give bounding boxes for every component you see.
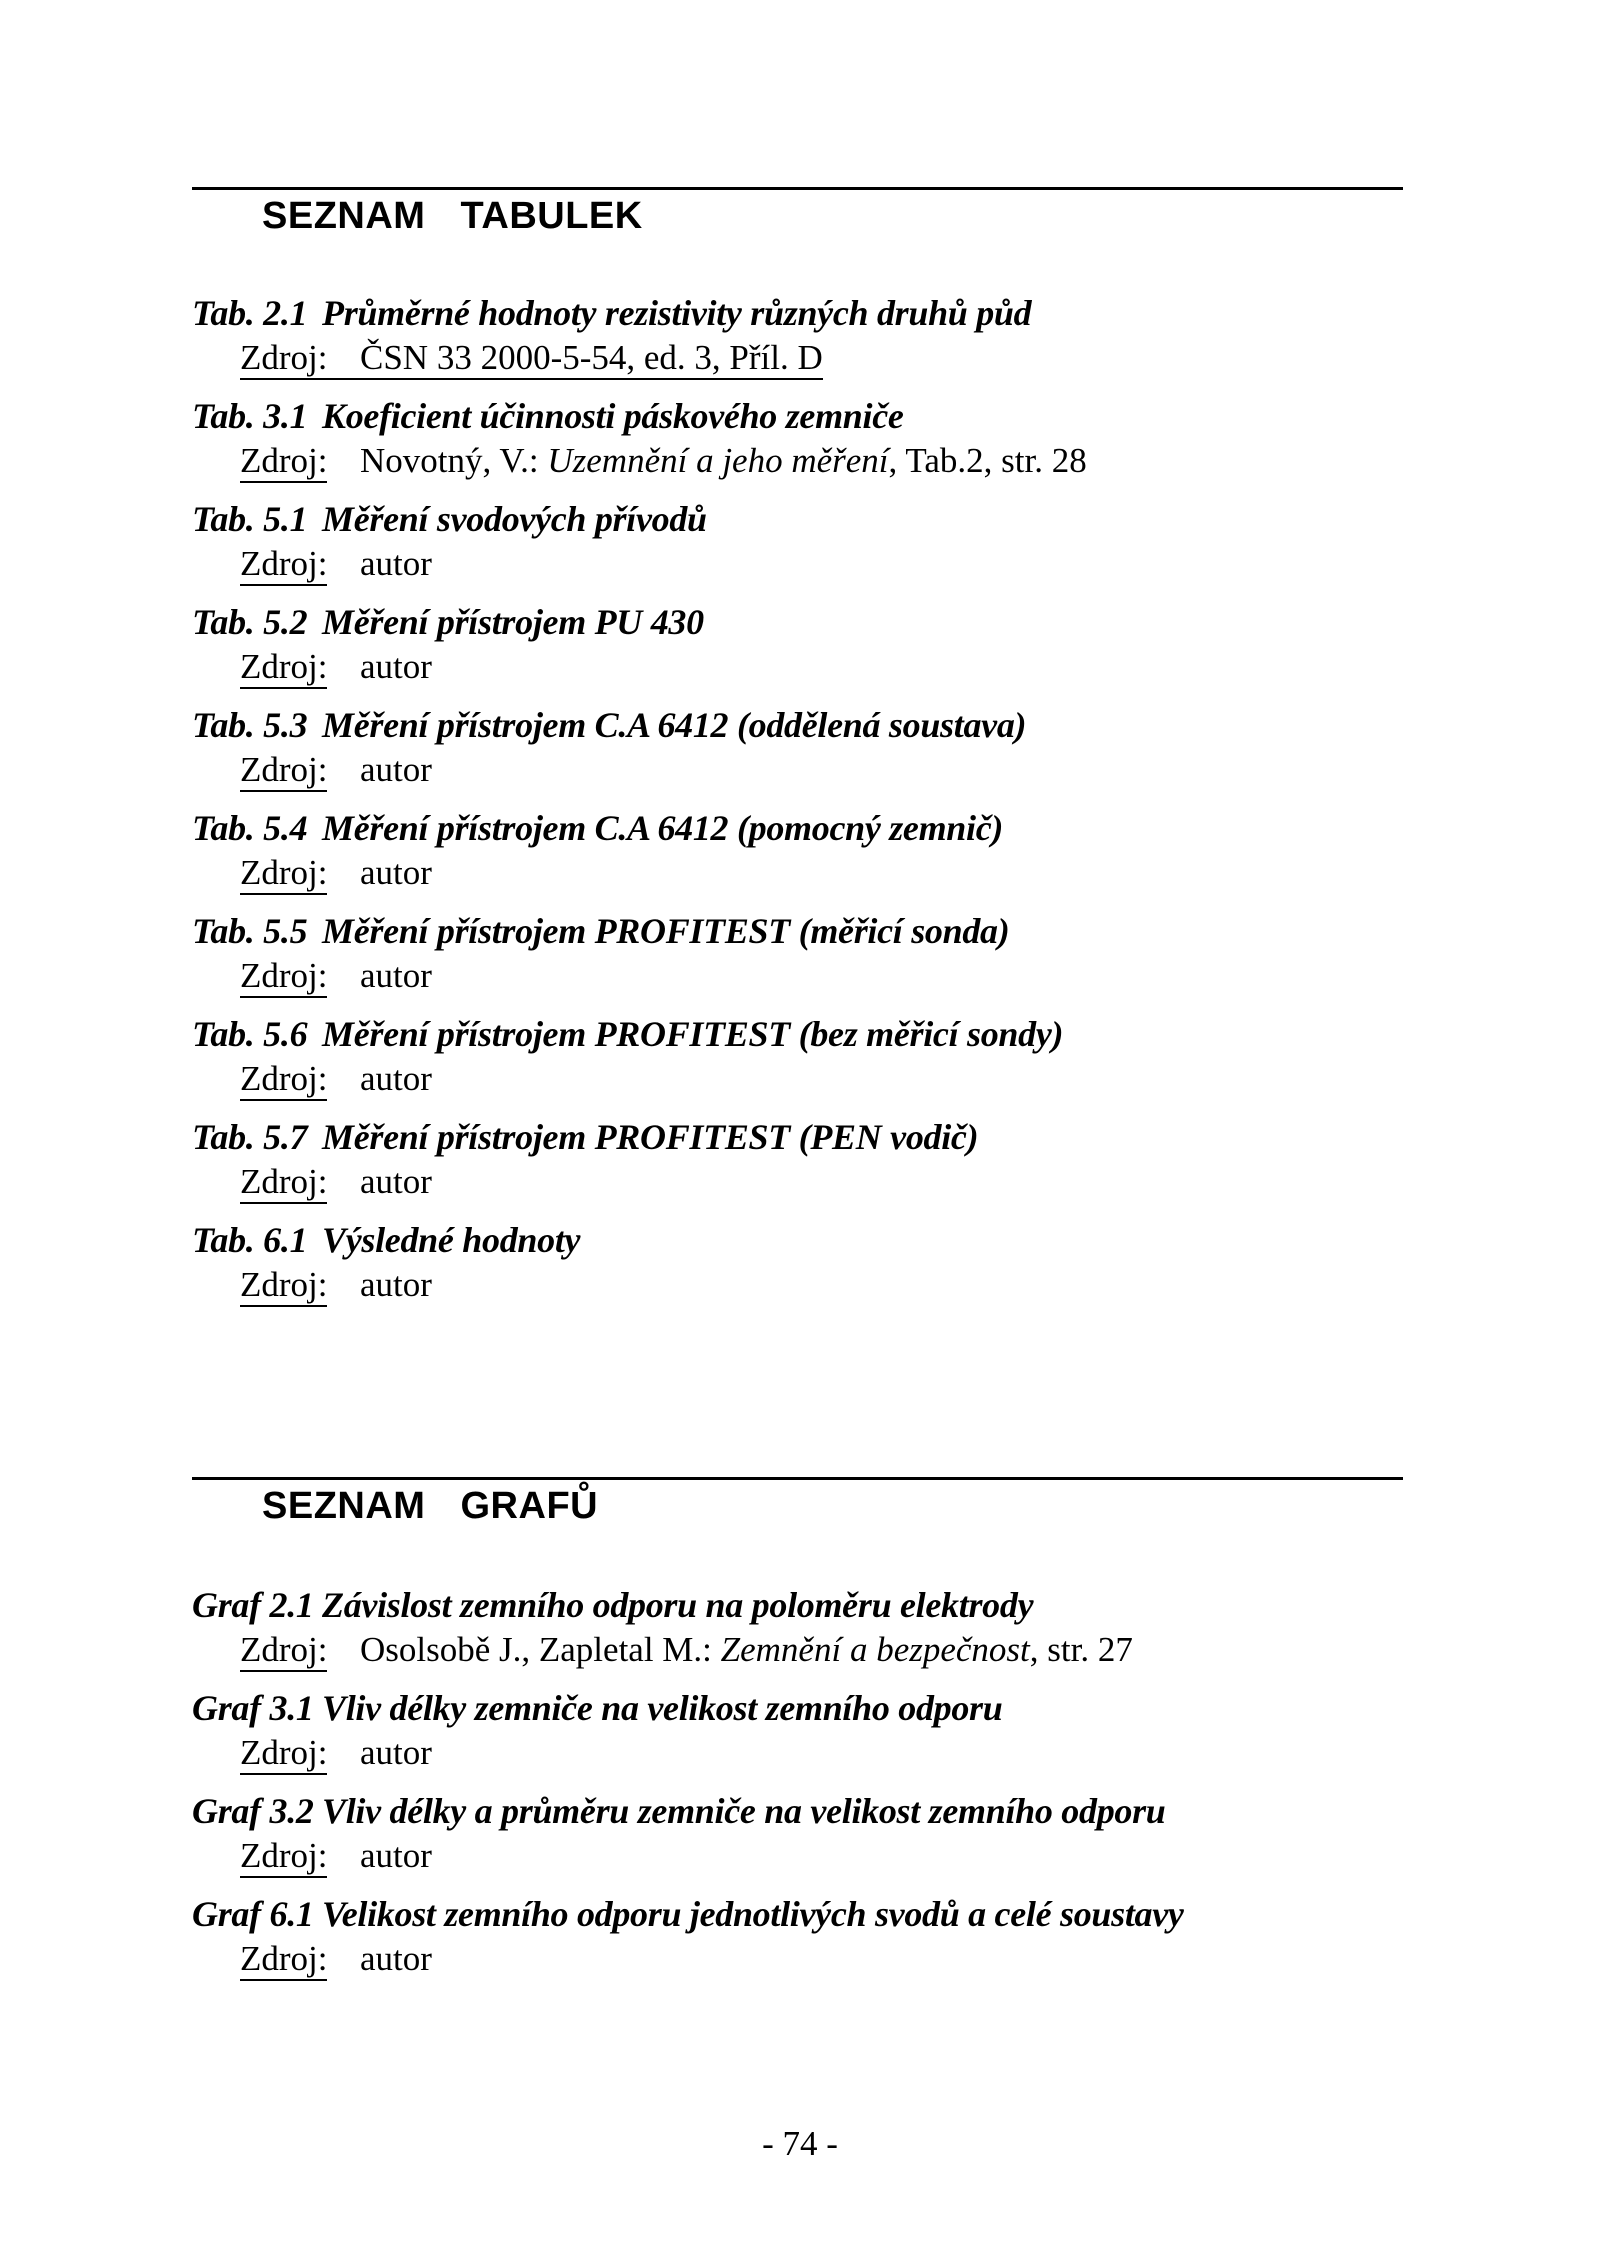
source-text-prefix: autor xyxy=(360,1059,432,1098)
source-text xyxy=(360,1939,432,1978)
source-label-wrap xyxy=(240,954,360,998)
source-text-prefix: autor xyxy=(360,544,432,583)
source-text-suffix: , str. 27 xyxy=(1029,1630,1133,1669)
source-text-prefix: ČSN 33 2000-5-54, ed. 3, Příl. D xyxy=(360,338,823,377)
entry-title-line xyxy=(192,1582,1492,1628)
entry-title: Závislost zemního odporu na poloměru elektrody xyxy=(322,1585,1034,1625)
entry-title: Měření přístrojem PROFITEST (PEN vodič) xyxy=(322,1117,979,1157)
entry-title: Měření přístrojem C.A 6412 (pomocný zemnič) xyxy=(322,808,1004,848)
source-label-wrap xyxy=(240,439,360,483)
source-label-wrap xyxy=(240,1628,360,1672)
source-text-suffix: , Tab.2, str. 28 xyxy=(888,441,1087,480)
entry-source-line xyxy=(192,1731,1492,1775)
entry-title: Průměrné hodnoty rezistivity různých druhů půd xyxy=(322,293,1032,333)
entry-title: Koeficient účinnosti páskového zemniče xyxy=(322,396,904,436)
entry-source-line xyxy=(192,851,1492,895)
source-text xyxy=(360,338,823,377)
entry-number: Tab. 5.3 xyxy=(192,705,308,745)
entry-title: Velikost zemního odporu jednotlivých svodů a celé soustavy xyxy=(322,1894,1184,1934)
toc-entry-tab-3-1 xyxy=(192,393,1492,483)
source-label-wrap xyxy=(240,748,360,792)
tables-section-rule xyxy=(192,187,1403,190)
source-label: Zdroj: xyxy=(240,1733,327,1775)
source-label: Zdroj: xyxy=(240,441,327,483)
entry-number: Tab. 5.5 xyxy=(192,911,308,951)
entry-title-line xyxy=(192,1114,1492,1160)
source-text-prefix: Novotný, V.: xyxy=(360,441,548,480)
entry-title-line xyxy=(192,496,1492,542)
toc-entry-graf-2-1 xyxy=(192,1582,1492,1672)
source-text-prefix: autor xyxy=(360,956,432,995)
entry-source-line xyxy=(192,748,1492,792)
toc-entry-tab-5-6 xyxy=(192,1011,1492,1101)
graphs-entries xyxy=(192,1582,1492,1994)
entry-number: Tab. 3.1 xyxy=(192,396,308,436)
source-text-italic: Uzemnění a jeho měření xyxy=(547,441,889,480)
source-label-wrap xyxy=(240,1057,360,1101)
entry-number: Tab. 5.2 xyxy=(192,602,308,642)
toc-entry-tab-5-2 xyxy=(192,599,1492,689)
entry-number: Tab. 5.1 xyxy=(192,499,308,539)
toc-entry-tab-2-1 xyxy=(192,290,1492,380)
source-text-prefix: autor xyxy=(360,1836,432,1875)
entry-number: Graf 3.1 xyxy=(192,1688,314,1728)
source-text-prefix: autor xyxy=(360,1939,432,1978)
entry-title-line xyxy=(192,290,1492,336)
source-text-prefix: autor xyxy=(360,750,432,789)
source-text xyxy=(360,1059,432,1098)
toc-entry-tab-5-7 xyxy=(192,1114,1492,1204)
toc-entry-graf-3-1 xyxy=(192,1685,1492,1775)
source-label: Zdroj: xyxy=(240,1836,327,1878)
entry-title: Vliv délky zemniče na velikost zemního odporu xyxy=(322,1688,1003,1728)
tables-section-heading: SEZNAM TABULEK xyxy=(262,195,643,237)
source-text xyxy=(360,647,432,686)
entry-title-line xyxy=(192,1788,1492,1834)
entry-number: Tab. 5.4 xyxy=(192,808,308,848)
entry-title-line xyxy=(192,1685,1492,1731)
entry-number: Tab. 2.1 xyxy=(192,293,308,333)
source-underline-wrap xyxy=(240,338,823,380)
entry-number: Tab. 5.6 xyxy=(192,1014,308,1054)
toc-entry-tab-5-4 xyxy=(192,805,1492,895)
entry-source-line xyxy=(192,1057,1492,1101)
entry-title: Měření přístrojem C.A 6412 (oddělená soustava) xyxy=(322,705,1027,745)
entry-title: Měření přístrojem PROFITEST (měřicí sonda) xyxy=(322,911,1010,951)
toc-entry-tab-5-3 xyxy=(192,702,1492,792)
source-label-wrap xyxy=(240,1937,360,1981)
source-text xyxy=(360,1630,1133,1669)
source-text xyxy=(360,1162,432,1201)
entry-title-line xyxy=(192,702,1492,748)
source-label: Zdroj: xyxy=(240,647,327,689)
toc-entry-graf-6-1 xyxy=(192,1891,1492,1981)
source-text xyxy=(360,956,432,995)
source-text-italic: Zemnění a bezpečnost xyxy=(720,1630,1030,1669)
source-text xyxy=(360,750,432,789)
source-label: Zdroj: xyxy=(240,1939,327,1981)
source-label-wrap xyxy=(240,645,360,689)
entry-title: Měření svodových přívodů xyxy=(322,499,707,539)
entry-number: Graf 3.2 xyxy=(192,1791,314,1831)
source-label: Zdroj: xyxy=(240,1059,327,1101)
tables-entries xyxy=(192,290,1492,1320)
source-label-wrap xyxy=(240,851,360,895)
source-label-wrap xyxy=(240,542,360,586)
source-label-wrap xyxy=(240,1160,360,1204)
entry-source-line xyxy=(192,542,1492,586)
entry-number: Graf 6.1 xyxy=(192,1894,314,1934)
source-text-prefix: Osolsobě J., Zapletal M.: xyxy=(360,1630,721,1669)
toc-entry-tab-6-1 xyxy=(192,1217,1492,1307)
entry-source-line xyxy=(192,1834,1492,1878)
source-label: Zdroj: xyxy=(240,1630,327,1672)
entry-source-line xyxy=(192,954,1492,998)
entry-title-line xyxy=(192,393,1492,439)
entry-source-line xyxy=(192,1937,1492,1981)
source-label: Zdroj: xyxy=(240,1265,327,1307)
graphs-section-heading: SEZNAM GRAFŮ xyxy=(262,1485,599,1527)
source-text xyxy=(360,1733,432,1772)
graphs-section-rule xyxy=(192,1477,1403,1480)
source-label: Zdroj: xyxy=(240,750,327,792)
source-label: Zdroj: xyxy=(240,1162,327,1204)
entry-source-line xyxy=(192,336,1492,380)
entry-title-line xyxy=(192,1011,1492,1057)
source-text-prefix: autor xyxy=(360,1733,432,1772)
toc-entry-tab-5-5 xyxy=(192,908,1492,998)
source-text-prefix: autor xyxy=(360,1265,432,1304)
source-text-prefix: autor xyxy=(360,853,432,892)
source-label-wrap xyxy=(240,1834,360,1878)
source-label: Zdroj: xyxy=(240,853,327,895)
entry-source-line xyxy=(192,645,1492,689)
source-label: Zdroj: xyxy=(240,544,327,586)
source-text xyxy=(360,1836,432,1875)
source-text xyxy=(360,544,432,583)
entry-source-line xyxy=(192,1160,1492,1204)
entry-title: Měření přístrojem PU 430 xyxy=(322,602,704,642)
source-label: Zdroj: xyxy=(240,338,328,377)
toc-entry-graf-3-2 xyxy=(192,1788,1492,1878)
entry-title: Měření přístrojem PROFITEST (bez měřicí sondy) xyxy=(322,1014,1064,1054)
source-label-wrap xyxy=(240,1263,360,1307)
page-number: - 74 - xyxy=(762,2124,838,2163)
entry-number: Tab. 5.7 xyxy=(192,1117,308,1157)
source-text xyxy=(360,1265,432,1304)
entry-source-line xyxy=(192,439,1492,483)
entry-title-line xyxy=(192,1891,1492,1937)
source-text xyxy=(360,853,432,892)
entry-title-line xyxy=(192,805,1492,851)
entry-number: Graf 2.1 xyxy=(192,1585,314,1625)
source-text-prefix: autor xyxy=(360,647,432,686)
source-label: Zdroj: xyxy=(240,956,327,998)
entry-title: Vliv délky a průměru zemniče na velikost zemního odporu xyxy=(322,1791,1166,1831)
toc-entry-tab-5-1 xyxy=(192,496,1492,586)
entry-title-line xyxy=(192,599,1492,645)
source-text xyxy=(360,441,1087,480)
entry-title-line xyxy=(192,908,1492,954)
source-text-prefix: autor xyxy=(360,1162,432,1201)
entry-source-line xyxy=(192,1263,1492,1307)
entry-title-line xyxy=(192,1217,1492,1263)
entry-title: Výsledné hodnoty xyxy=(322,1220,581,1260)
entry-source-line xyxy=(192,1628,1492,1672)
source-label-wrap xyxy=(240,1731,360,1775)
entry-number: Tab. 6.1 xyxy=(192,1220,308,1260)
